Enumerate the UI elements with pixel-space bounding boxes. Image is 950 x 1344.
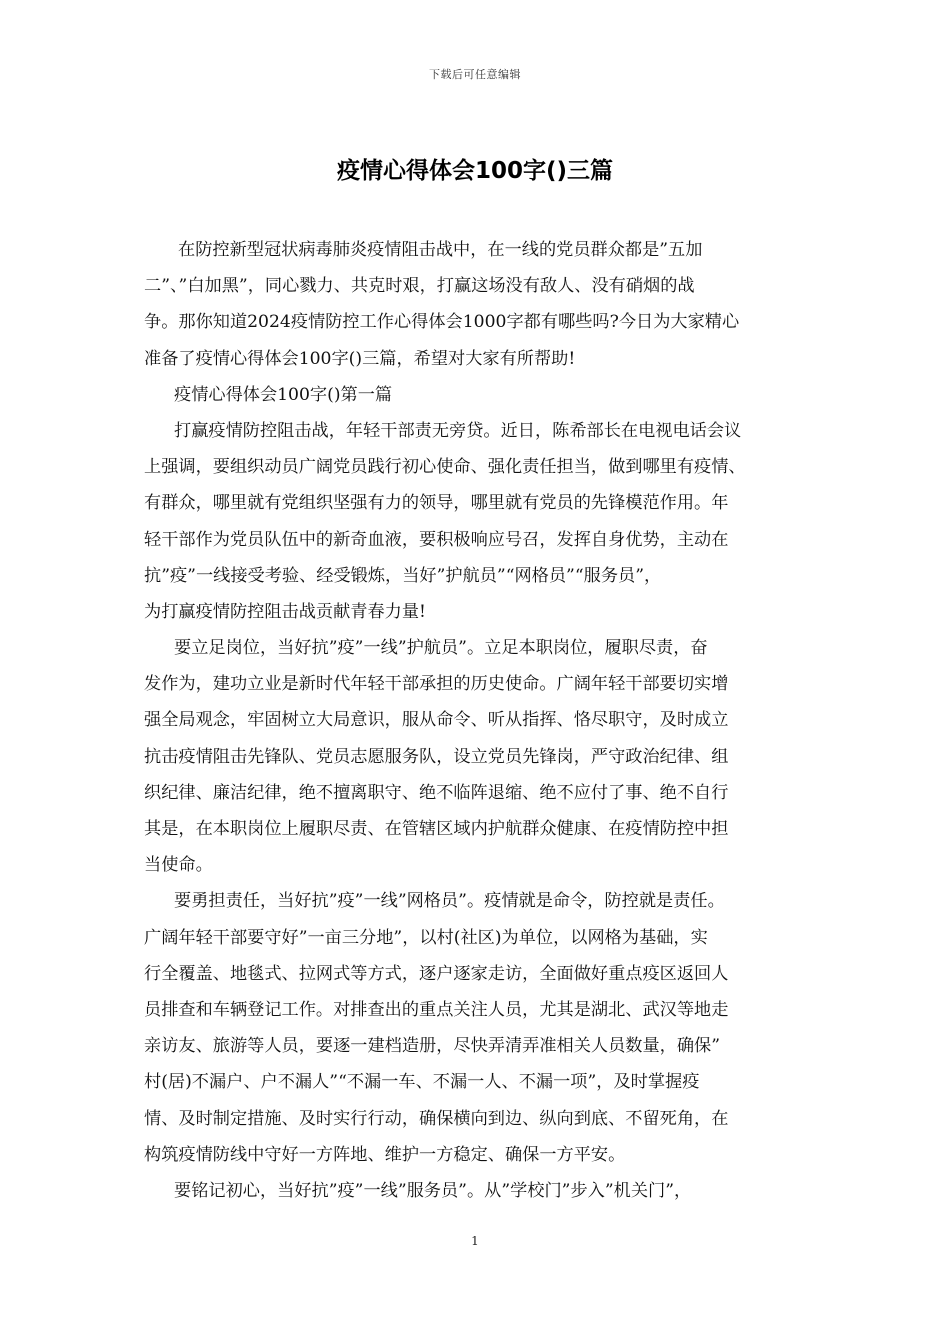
text-line: 轻干部作为党员队伍中的新奇血液，要积极响应号召，发挥自身优势，主动在: [144, 529, 729, 550]
section-heading: 疫情心得体会100字()第一篇: [174, 384, 393, 405]
text-line: 准备了疫情心得体会100字()三篇，希望对大家有所帮助!: [144, 348, 576, 369]
text-line: 有群众，哪里就有党组织坚强有力的领导，哪里就有党员的先锋模范作用。年: [144, 493, 729, 514]
text-line: 当使命。: [144, 855, 213, 876]
text-line: 抗”疫”一线接受考验、经受锻炼，当好”护航员”“网格员”“服务员”，: [144, 565, 662, 586]
text-line: 员排查和车辆登记工作。对排查出的重点关注人员，尤其是湖北、武汉等地走: [144, 999, 729, 1020]
text-line: 在防控新型冠状病毒肺炎疫情阻击战中，在一线的党员群众都是”五加: [178, 240, 703, 260]
text-line: 争。那你知道2024疫情防控工作心得体会1000字都有哪些吗?今日为大家精心: [144, 312, 740, 333]
text-line: 打赢疫情防控阻击战，年轻干部责无旁贷。近日，陈希部长在电视电话会议: [174, 420, 742, 441]
text-line: 村(居)不漏户、户不漏人”“不漏一车、不漏一人、不漏一项”，及时掌握疫: [144, 1072, 700, 1093]
document-title: 疫情心得体会100字()三篇: [336, 158, 614, 184]
text-line: 要铭记初心，当好抗”疫”一线”服务员”。从”学校门”步入”机关门”，: [174, 1180, 692, 1201]
text-line: 发作为，建功立业是新时代年轻干部承担的历史使命。广阔年轻干部要切实增: [144, 674, 729, 695]
text-line: 上强调，要组织动员广阔党员践行初心使命、强化责任担当，做到哪里有疫情、: [144, 457, 746, 478]
text-line: 要立足岗位，当好抗”疫”一线”护航员”。立足本职岗位，履职尽责，奋: [174, 638, 708, 659]
text-line: 要勇担责任，当好抗”疫”一线”网格员”。疫情就是命令，防控就是责任。: [174, 891, 725, 912]
text-line: 为打赢疫情防控阻击战贡献青春力量!: [144, 601, 426, 622]
text-line: 其是，在本职岗位上履职尽责、在管辖区域内护航群众健康、在疫情防控中担: [144, 819, 729, 839]
text-line: 亲访友、旅游等人员，要逐一建档造册，尽快弄清弄准相关人员数量，确保”: [144, 1036, 720, 1057]
text-line: 抗击疫情阻击先锋队、党员志愿服务队，设立党员先锋岗，严守政治纪律、组: [144, 746, 729, 767]
header-note: 下载后可任意编辑: [429, 68, 521, 81]
text-line: 广阔年轻干部要守好”一亩三分地”，以村(社区)为单位，以网格为基础，实: [144, 927, 708, 948]
text-line: 二”、”白加黑”，同心戮力、共克时艰，打赢这场没有敌人、没有硝烟的战: [144, 276, 695, 297]
page-number: 1: [471, 1234, 479, 1248]
text-line: 织纪律、廉洁纪律，绝不擅离职守、绝不临阵退缩、绝不应付了事、绝不自行: [144, 782, 729, 803]
text-line: 情、及时制定措施、及时实行行动，确保横向到边、纵向到底、不留死角，在: [144, 1108, 729, 1129]
text-line: 行全覆盖、地毯式、拉网式等方式，逐户逐家走访，全面做好重点疫区返回人: [144, 963, 729, 984]
text-line: 强全局观念，牢固树立大局意识，服从命令、听从指挥、恪尽职守，及时成立: [144, 710, 729, 731]
text-line: 构筑疫情防线中守好一方阵地、维护一方稳定、确保一方平安。: [144, 1144, 626, 1165]
body-text: [144, 232, 824, 1209]
